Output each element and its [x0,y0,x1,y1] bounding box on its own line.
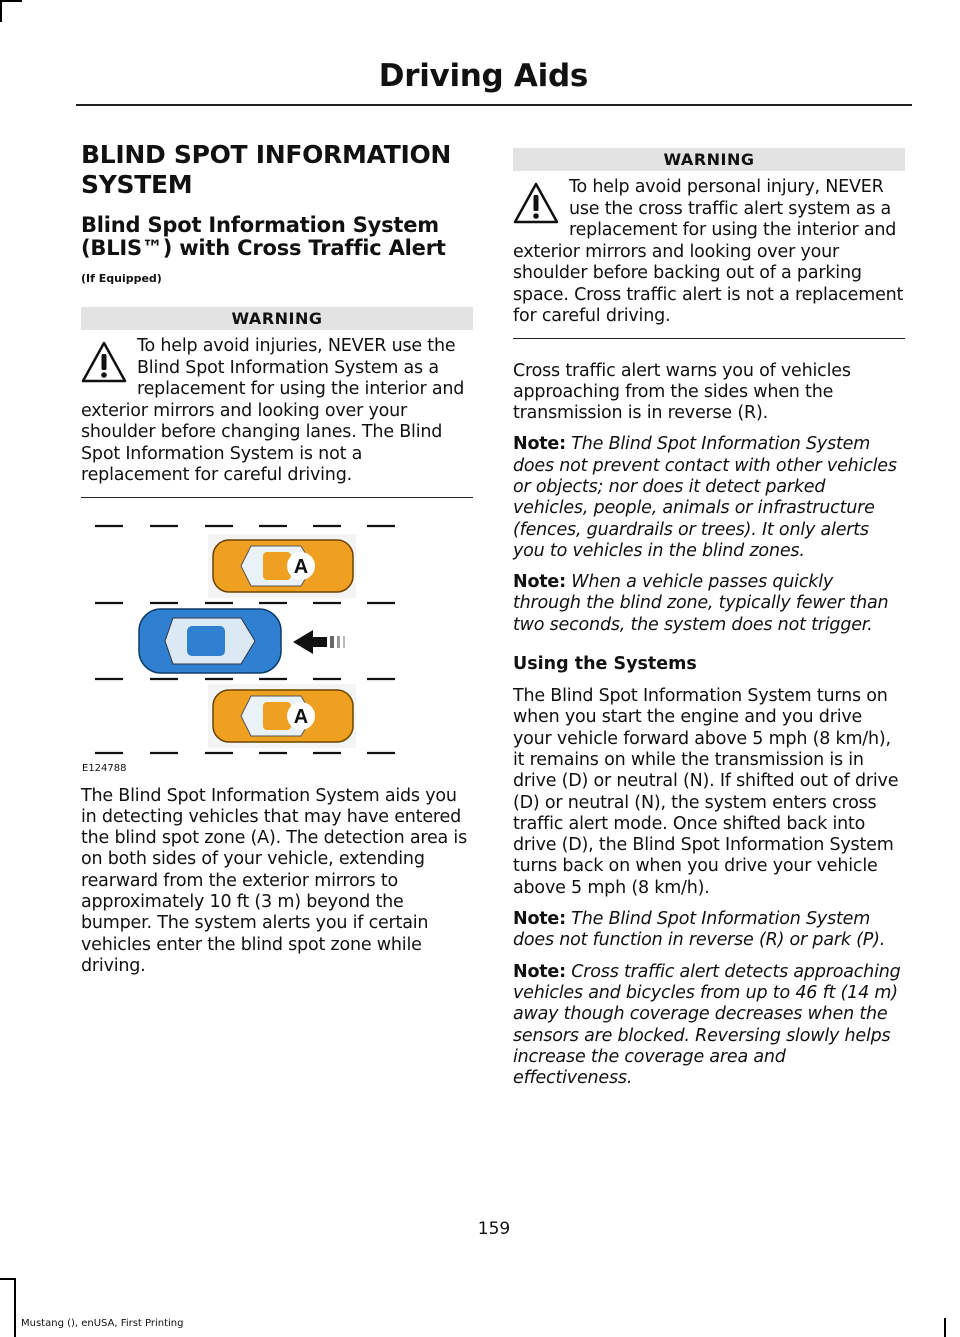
if-equipped-note: (If Equipped) [81,272,162,285]
zone-label-bottom: A [293,705,309,728]
right-column [513,148,905,1099]
note-body: The Blind Spot Information System does not function in reverse (R) or park (P). [513,909,886,951]
section-title [81,140,473,200]
note-label: Note: [513,572,566,593]
warning-heading: WARNING [81,307,473,330]
body-paragraph: The Blind Spot Information System aids you in detecting vehicles that may have entered the blind spot zone (A). The detection area is on both sides of your vehicle, extending rearward from the exterior mirrors to approximately 10 ft (3 m) beyond the bumper. The system alerts you if certain vehicles enter the blind spot zone while driving. [81,785,467,976]
crop-mark [944,1318,946,1337]
heading-using-systems: Using the Systems [513,654,697,675]
blind-spot-zone-top [208,534,356,598]
own-vehicle [139,609,281,673]
page-header-title: Driving Aids [378,58,588,94]
warning-triangle-icon [81,340,127,384]
warning-text: To help avoid injuries, NEVER use the Blind Spot Information System as a replacement for using the interior and exterior mirrors and looking over your shoulder before changing lanes. The Blind Spot Information System is not a replacement for careful driving. [81,336,465,485]
warning-text: To help avoid personal injury, NEVER use the cross traffic alert system as a replacement for using the interior and exterior mirrors and looking over your shoulder before backing out of a parking space. Cross traffic alert is not a replacement for careful driving. [513,177,904,326]
warning-block [513,148,905,339]
note-label: Note: [513,909,566,930]
subsection-title: Blind Spot Information System (BLIS™) with Cross Traffic Alert [81,213,446,260]
section-title-line-1: BLIND SPOT INFORMATION [81,140,452,169]
warning-block [81,307,473,498]
crop-mark [0,1278,16,1280]
page-number: 159 [477,1219,511,1239]
zone-label-top: A [293,555,309,578]
note-1 [513,434,905,562]
warning-box [513,177,905,339]
note-label: Note: [513,434,566,455]
header-rule [76,104,912,106]
crop-mark [0,0,2,22]
note-label: Note: [513,961,566,982]
note-3 [513,909,905,952]
note-body: The Blind Spot Information System does not prevent contact with other vehicles or objects; nor does it detect parked vehicles, people, animals or infrastructure (fences, guardrails or trees). It only alerts you to vehicles in the blind zones. [513,434,897,561]
figure-code: E124788 [82,762,127,774]
note-body: When a vehicle passes quickly through the blind zone, typically fewer than two seconds, the system does not trigger. [513,572,889,635]
warning-box [81,336,473,498]
note-2 [513,572,905,636]
note-4 [513,962,905,1090]
note-body: Cross traffic alert detects approaching vehicles and bicycles from up to 46 ft (14 m) away though coverage decreases when the sensors are blocked. Reversing slowly helps increase the coverage area and effectiveness. [513,961,901,1089]
approach-arrow-icon [293,630,345,654]
paragraph-cross-traffic: Cross traffic alert warns you of vehicles approaching from the sides when the transmission is in reverse (R). [513,360,851,424]
warning-triangle-icon [513,181,559,225]
section-title-line-2: SYSTEM [81,170,193,199]
blind-spot-zone-bottom [208,684,356,748]
lane-diagram [81,506,473,776]
crop-mark [14,1280,16,1337]
paragraph-using-systems: The Blind Spot Information System turns on when you start the engine and you drive your vehicle forward above 5 mph (8 km/h), it remains on while the transmission is in drive (D) or neutral (N). If shifted out of drive (D) or neutral (N), the system enters cross traffic alert mode. Once shifted back into drive (D), the Blind Spot Information System turns back on when you drive your vehicle above 5 mph (8 km/h). [513,686,899,898]
warning-heading: WARNING [513,148,905,171]
footer-text: Mustang (), enUSA, First Printing [21,1318,184,1329]
left-column [81,140,473,987]
blind-spot-figure [81,506,473,776]
crop-mark [0,0,22,2]
